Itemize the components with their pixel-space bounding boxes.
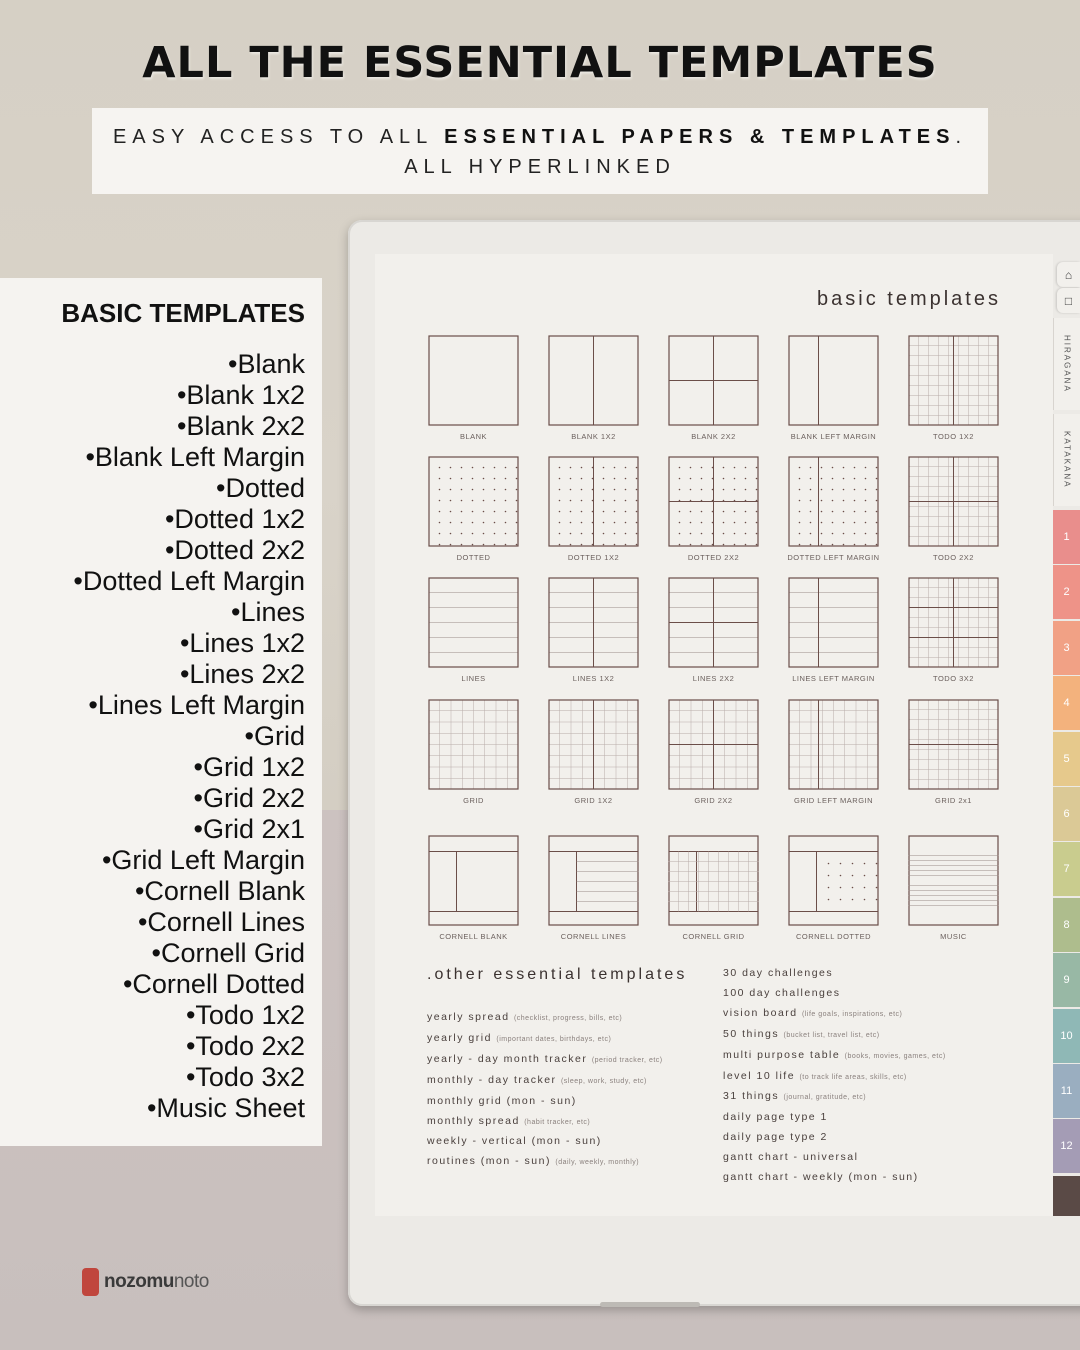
template-preview (428, 577, 519, 668)
template-caption: DOTTED 1X2 (567, 553, 620, 562)
tab-month-6[interactable]: 6 (1053, 787, 1080, 841)
other-template-link[interactable] (723, 964, 946, 984)
tab-month-3[interactable]: 3 (1053, 621, 1080, 675)
template-preview (668, 835, 759, 926)
template-caption: GRID 2X2 (694, 796, 733, 805)
tab-month-12[interactable]: 12 (1053, 1119, 1080, 1173)
template-caption: BLANK LEFT MARGIN (790, 432, 877, 441)
basic-templates-panel (0, 278, 322, 1146)
template-caption: LINES LEFT MARGIN (792, 674, 875, 683)
template-thumbnail[interactable] (668, 456, 759, 562)
other-template-note: (bucket list, travel list, etc) (783, 1031, 880, 1039)
other-templates-right (723, 964, 946, 1188)
template-preview (668, 699, 759, 790)
template-caption: BLANK 2X2 (691, 432, 736, 441)
template-caption: GRID 2x1 (935, 796, 972, 805)
tab-month-2[interactable]: 2 (1053, 565, 1080, 619)
template-preview (548, 456, 639, 547)
template-preview (548, 335, 639, 426)
tab-katakana[interactable] (1053, 414, 1080, 506)
template-caption: CORNELL GRID (682, 932, 745, 941)
other-template-link[interactable] (723, 1128, 946, 1148)
template-thumbnail[interactable] (548, 835, 639, 941)
template-thumbnail[interactable] (428, 335, 519, 441)
template-preview (788, 335, 879, 426)
tab-month-4[interactable]: 4 (1053, 676, 1080, 730)
other-template-link[interactable] (427, 1071, 663, 1092)
template-list-item: • Dotted 1x2 (0, 504, 305, 535)
other-templates-left (427, 1008, 663, 1173)
other-template-name: weekly - vertical (mon - sun) (427, 1135, 602, 1148)
other-template-link[interactable] (723, 1108, 946, 1128)
other-template-link[interactable] (427, 1112, 663, 1133)
tab-month-7[interactable]: 7 (1053, 842, 1080, 896)
other-template-link[interactable] (723, 1046, 946, 1067)
template-thumbnail[interactable] (908, 699, 999, 805)
other-template-link[interactable] (723, 1025, 946, 1046)
side-tabs (1053, 254, 1080, 1216)
template-list-item: • Todo 1x2 (0, 1000, 305, 1031)
template-preview (908, 577, 999, 668)
template-list-item: • Lines 2x2 (0, 659, 305, 690)
other-template-note: (checklist, progress, bills, etc) (513, 1015, 623, 1022)
template-thumbnail[interactable] (428, 835, 519, 941)
template-caption: CORNELL DOTTED (795, 932, 872, 941)
template-preview (788, 577, 879, 668)
template-list-item: • Lines (0, 597, 305, 628)
template-preview (548, 835, 639, 926)
subtitle-bold: ESSENTIAL PAPERS & TEMPLATES (444, 126, 956, 148)
template-thumbnail[interactable] (787, 456, 880, 562)
logo-name-bold: nozomu (104, 1271, 174, 1292)
subtitle-line-1 (92, 122, 988, 152)
template-caption: LINES 2X2 (692, 674, 735, 683)
other-template-name: yearly - day month tracker (427, 1052, 588, 1065)
template-list (0, 349, 305, 1124)
template-preview (668, 335, 759, 426)
other-template-name: 50 things (723, 1027, 780, 1040)
template-preview (788, 456, 879, 547)
template-preview (668, 456, 759, 547)
other-template-link[interactable] (723, 1087, 946, 1108)
other-template-link[interactable] (723, 1148, 946, 1168)
other-template-name: gantt chart - weekly (mon - sun) (723, 1171, 919, 1184)
template-caption: LINES 1X2 (572, 674, 615, 683)
other-template-note: (journal, gratitude, etc) (783, 1094, 867, 1102)
template-caption: GRID (463, 796, 484, 805)
template-thumbnail[interactable] (668, 335, 759, 441)
template-list-item: • Blank (0, 349, 305, 380)
tab-label: KATAKANA (1062, 431, 1072, 489)
template-list-item: • Cornell Blank (0, 876, 305, 907)
template-thumbnail[interactable] (548, 335, 639, 441)
other-template-link[interactable] (427, 1008, 663, 1029)
tab-month-11[interactable]: 11 (1053, 1064, 1080, 1118)
template-thumbnail[interactable] (548, 699, 639, 805)
template-thumbnail[interactable] (548, 456, 639, 562)
subtitle-end: . (955, 126, 968, 148)
other-template-note: (to track life areas, skills, etc) (799, 1073, 907, 1081)
template-preview (788, 835, 879, 926)
page-icon[interactable]: □ (1057, 288, 1080, 313)
template-caption: DOTTED 2X2 (687, 553, 740, 562)
panel-heading: BASIC TEMPLATES (61, 298, 305, 328)
template-list-item: • Grid 1x2 (0, 752, 305, 783)
template-caption: GRID LEFT MARGIN (793, 796, 874, 805)
other-template-note: (books, movies, games, etc) (844, 1052, 946, 1060)
template-thumbnail[interactable] (788, 335, 879, 441)
template-list-item: • Lines 1x2 (0, 628, 305, 659)
other-template-name: yearly spread (427, 1011, 510, 1023)
template-list-item: • Blank 2x2 (0, 411, 305, 442)
template-thumbnail[interactable] (428, 699, 519, 805)
template-preview (908, 835, 999, 926)
other-template-link[interactable] (723, 1004, 946, 1025)
template-thumbnail[interactable] (788, 699, 879, 805)
template-list-item: • Grid 2x2 (0, 783, 305, 814)
template-list-item: • Dotted 2x2 (0, 535, 305, 566)
template-preview (548, 699, 639, 790)
template-caption: BLANK (459, 432, 488, 441)
template-preview (668, 577, 759, 668)
template-caption: CORNELL BLANK (439, 932, 508, 941)
subtitle-plain: EASY ACCESS TO ALL (112, 126, 445, 148)
other-template-name: 30 day challenges (723, 967, 834, 979)
template-preview (908, 456, 999, 547)
template-caption: LINES (461, 674, 486, 683)
template-list-item: • Blank Left Margin (0, 442, 305, 473)
tab-extra[interactable] (1053, 1176, 1080, 1216)
template-caption: DOTTED (456, 553, 491, 562)
tab-month-8[interactable]: 8 (1053, 898, 1080, 952)
logo-text (104, 1271, 209, 1293)
other-template-name: monthly grid (mon - sun) (427, 1094, 577, 1107)
template-preview (428, 699, 519, 790)
other-template-name: yearly grid (427, 1031, 492, 1044)
brand-logo (82, 1268, 209, 1296)
other-template-link[interactable] (427, 1152, 663, 1173)
other-template-name: vision board (723, 1006, 798, 1019)
paper-title: basic templates (817, 288, 1001, 310)
template-caption: TODO 3X2 (933, 674, 974, 683)
template-preview (548, 577, 639, 668)
other-template-name: daily page type 1 (723, 1111, 828, 1124)
template-list-item: • Lines Left Margin (0, 690, 305, 721)
other-template-note: (daily, weekly, monthly) (555, 1159, 640, 1167)
template-caption: CORNELL LINES (560, 932, 627, 941)
template-list-item: • Todo 2x2 (0, 1031, 305, 1062)
template-caption: GRID 1X2 (574, 796, 613, 805)
other-template-name: routines (mon - sun) (427, 1155, 551, 1168)
tab-month-5[interactable]: 5 (1053, 732, 1080, 786)
tab-label: HIRAGANA (1062, 335, 1072, 393)
template-thumbnail[interactable] (908, 835, 999, 941)
template-list-item: • Grid Left Margin (0, 845, 305, 876)
tab-month-1[interactable]: 1 (1053, 510, 1080, 564)
other-template-name: 100 day challenges (723, 986, 841, 999)
template-list-item: • Cornell Dotted (0, 969, 305, 1000)
other-template-name: monthly - day tracker (427, 1073, 557, 1086)
other-template-link[interactable] (723, 984, 946, 1004)
template-thumbnail[interactable] (788, 835, 879, 941)
template-preview (428, 456, 519, 547)
template-thumbnail[interactable] (668, 577, 759, 683)
logo-name-light: noto (173, 1271, 209, 1292)
other-template-link[interactable] (723, 1067, 946, 1088)
other-template-note: (life goals, inspirations, etc) (802, 1010, 903, 1018)
device-button (600, 1302, 700, 1307)
template-thumbnail[interactable] (428, 456, 519, 562)
page-title: ALL THE ESSENTIAL TEMPLATES (142, 38, 938, 88)
other-templates-title: .other essential templates (427, 966, 688, 983)
template-caption: DOTTED LEFT MARGIN (787, 553, 880, 562)
other-template-name: 31 things (723, 1090, 780, 1103)
template-thumbnail[interactable] (668, 835, 759, 941)
template-list-item: • Dotted Left Margin (0, 566, 305, 597)
template-list-item: • Music Sheet (0, 1093, 305, 1124)
template-thumbnail[interactable] (668, 699, 759, 805)
logo-mark-icon (82, 1268, 99, 1296)
tab-month-9[interactable]: 9 (1053, 953, 1080, 1007)
template-preview (428, 835, 519, 926)
other-template-name: gantt chart - universal (723, 1151, 859, 1164)
template-preview (788, 699, 879, 790)
other-template-note: (period tracker, etc) (591, 1056, 663, 1064)
other-template-name: multi purpose table (723, 1048, 841, 1061)
other-template-name: daily page type 2 (723, 1131, 828, 1144)
subtitle-banner (92, 108, 988, 194)
other-template-link[interactable] (427, 1132, 663, 1152)
template-caption: MUSIC (940, 932, 967, 941)
template-list-item: • Todo 3x2 (0, 1062, 305, 1093)
template-thumbnail[interactable] (428, 577, 519, 683)
other-template-note: (important dates, birthdays, etc) (496, 1035, 612, 1043)
template-list-item: • Cornell Grid (0, 938, 305, 969)
template-preview (908, 335, 999, 426)
other-template-name: level 10 life (723, 1069, 796, 1082)
home-icon[interactable]: ⌂ (1057, 262, 1080, 287)
template-thumbnail[interactable] (548, 577, 639, 683)
template-list-item: • Grid (0, 721, 305, 752)
template-caption: TODO 1X2 (933, 432, 974, 441)
other-template-link[interactable] (723, 1168, 946, 1188)
template-preview (428, 335, 519, 426)
template-preview (908, 699, 999, 790)
tablet-screen-page (375, 254, 1053, 1216)
other-template-name: monthly spread (427, 1114, 520, 1127)
template-list-item: • Grid 2x1 (0, 814, 305, 845)
other-template-note: (sleep, work, study, etc) (560, 1077, 647, 1085)
template-caption: BLANK 1X2 (571, 432, 616, 441)
template-caption: TODO 2X2 (933, 553, 974, 562)
template-thumbnail[interactable] (908, 456, 999, 562)
subtitle-line-2: ALL HYPERLINKED (404, 156, 676, 178)
other-template-note: (habit tracker, etc) (524, 1118, 591, 1126)
other-template-link[interactable] (427, 1029, 663, 1050)
template-thumbnail[interactable] (908, 577, 999, 683)
template-thumbnail[interactable] (788, 577, 879, 683)
template-thumbnail[interactable] (908, 335, 999, 441)
tab-hiragana[interactable] (1053, 318, 1080, 410)
template-list-item: • Dotted (0, 473, 305, 504)
template-list-item: • Blank 1x2 (0, 380, 305, 411)
template-list-item: • Cornell Lines (0, 907, 305, 938)
tab-month-10[interactable]: 10 (1053, 1009, 1080, 1063)
other-template-link[interactable] (427, 1092, 663, 1112)
other-template-link[interactable] (427, 1050, 663, 1071)
